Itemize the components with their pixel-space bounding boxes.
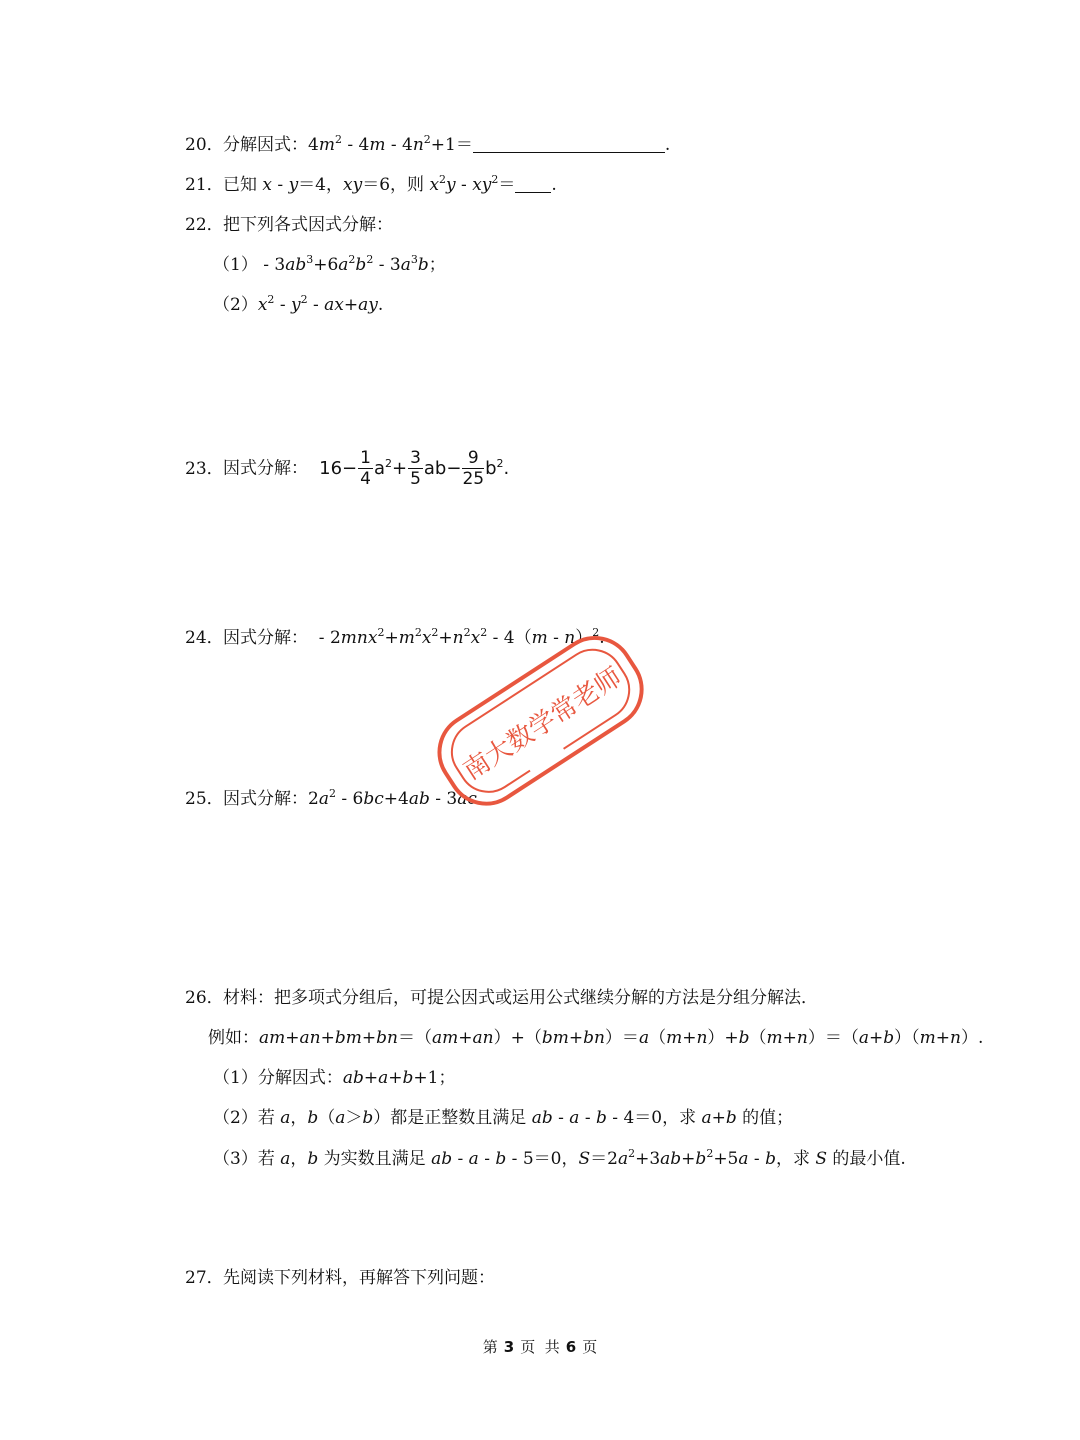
question-20: 20．分解因式：$4m^2 - 4m - 4n^2+1=$ . — [185, 133, 671, 155]
question-21: 21．已知 x - y＝4，xy＝6，则 $x^2y - xy^2=$ . — [185, 173, 557, 195]
q26-sub2: （2）若 a，b（a＞b）都是正整数且满足 ab - a - b - 4＝0，求 a+b 的值； — [213, 1108, 794, 1128]
total-pages: 6 — [565, 1338, 577, 1356]
q24-title: 因式分解： — [223, 628, 308, 648]
question-number: 24． — [185, 628, 224, 648]
watermark-text: 南大数学常老师 — [458, 662, 628, 787]
q26-intro: 材料：把多项式分组后，可提公因式或运用公式继续分解的方法是分组分解法． — [223, 988, 818, 1008]
question-26 — [185, 986, 818, 1010]
answer-blank — [473, 136, 665, 153]
question-number: 25． — [185, 789, 224, 809]
q25-title: 因式分解： — [223, 789, 308, 809]
q22-title: 把下列各式因式分解： — [223, 215, 393, 235]
q21-text: 已知 x - y＝4，xy＝6，则 $x^2y - xy^2=$ — [223, 173, 516, 195]
q22-sub1: $(1) - 3ab^3+6a^2b^2 - 3a^3b$； — [213, 253, 446, 275]
q22-sub2: $(2)x^2 - y^2 - ax+ay$. — [213, 293, 384, 315]
q26-sub1: （1）分解因式：ab+a+b+1； — [213, 1068, 456, 1088]
footer-ye2: 页 — [582, 1338, 598, 1356]
page-number: 3 — [503, 1338, 515, 1356]
question-27 — [185, 1266, 495, 1290]
fraction: $\frac{1}{4}$ — [360, 448, 371, 489]
page-footer — [0, 1336, 1080, 1357]
footer-ye: 页 — [520, 1338, 536, 1356]
footer-di: 第 — [482, 1338, 498, 1356]
question-number: 22． — [185, 215, 224, 235]
q23-title: 因式分解： — [223, 458, 308, 479]
question-number: 23． — [185, 458, 224, 479]
q26-sub3: （3）若 a，b 为实数且满足 ab - a - b - 5＝0，$S=2a^2+3ab+b^2+5a - b$，求 S 的最小值. — [213, 1147, 906, 1169]
answer-blank — [515, 176, 551, 193]
fraction: $\frac{9}{25}$ — [462, 448, 485, 489]
footer-gong: 共 — [544, 1338, 560, 1356]
question-22 — [185, 213, 393, 237]
question-number: 20． — [185, 135, 224, 155]
q27-text: 先阅读下列材料，再解答下列问题： — [223, 1268, 495, 1288]
question-number: 26． — [185, 988, 224, 1008]
q20-text: 分解因式：$4m^2 - 4m - 4n^2+1=$ — [223, 133, 473, 155]
question-23 — [185, 448, 509, 489]
q26-example: 例如：am+an+bm+bn＝（am+an）+（bm+bn）＝a（m+n）+b（m+n）＝（a+b）（m+n）. — [208, 1028, 984, 1048]
question-number: 21． — [185, 175, 224, 195]
q25-expression: $2a^2 - 6bc+4ab - 3ac$. — [308, 787, 483, 809]
fraction: $\frac{3}{5}$ — [410, 448, 421, 489]
q23-expression: 16− $\frac{1}{4}$ $a^2+$ $\frac{3}{5}$ ab− $\frac{9}{25}$ $b^2$. — [313, 448, 510, 489]
question-number: 27． — [185, 1268, 224, 1288]
q24-expression: - $2mnx^2+m^2x^2+n^2x^2 - 4(m - n)^2$. — [308, 626, 605, 648]
watermark-stamp — [420, 615, 660, 825]
